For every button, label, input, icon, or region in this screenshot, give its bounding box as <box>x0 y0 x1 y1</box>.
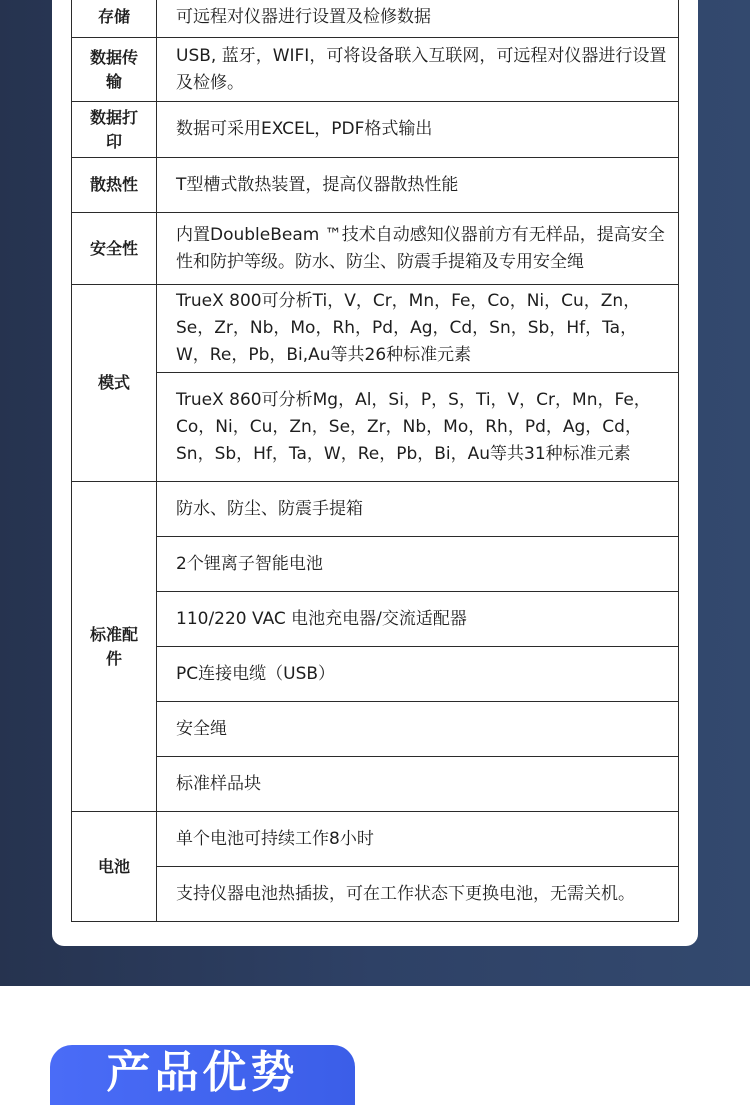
row-label-heat-dissipation: 散热性 <box>72 158 157 213</box>
row-content-accessory: PC连接电缆（USB） <box>157 647 679 702</box>
row-label-storage: 存储 <box>72 0 157 38</box>
table-row <box>72 213 679 285</box>
row-content-accessory: 110/220 VAC 电池充电器/交流适配器 <box>157 592 679 647</box>
row-content-data-print: 数据可采用EXCEL，PDF格式输出 <box>157 102 679 158</box>
table-row <box>72 102 679 158</box>
table-row <box>72 647 679 702</box>
table-row <box>72 373 679 482</box>
table-row <box>72 285 679 373</box>
row-label-mode: 模式 <box>72 285 157 482</box>
row-content-mode-800: TrueX 800可分析Ti，V，Cr，Mn，Fe，Co，Ni，Cu，Zn，Se，Zr，Nb，Mo，Rh，Pd，Ag，Cd，Sn，Sb，Hf，Ta，W，Re，Pb，Bi,Au等共26种标准元素 <box>157 285 679 373</box>
table-row <box>72 757 679 812</box>
table-row <box>72 537 679 592</box>
row-content-accessory: 标准样品块 <box>157 757 679 812</box>
section-title: 产品优势 <box>50 1045 355 1105</box>
row-content-accessory: 2个锂离子智能电池 <box>157 537 679 592</box>
row-content-storage: 可远程对仪器进行设置及检修数据 <box>157 0 679 38</box>
row-content-accessory: 防水、防尘、防震手提箱 <box>157 482 679 537</box>
spec-table <box>71 0 679 922</box>
row-content-data-transfer: USB, 蓝牙，WIFI，可将设备联入互联网，可远程对仪器进行设置及检修。 <box>157 38 679 102</box>
table-row <box>72 482 679 537</box>
table-row <box>72 158 679 213</box>
row-label-safety: 安全性 <box>72 213 157 285</box>
row-content-mode-860: TrueX 860可分析Mg，Al，Si，P，S，Ti，V，Cr，Mn，Fe，Co，Ni，Cu，Zn，Se，Zr，Nb，Mo，Rh，Pd，Ag，Cd，Sn，Sb，Hf，Ta，W，Re，Pb，Bi，Au等共31种标准元素 <box>157 373 679 482</box>
row-content-accessory: 安全绳 <box>157 702 679 757</box>
row-content-safety: 内置DoubleBeam ™技术自动感知仪器前方有无样品，提高安全性和防护等级。防水、防尘、防震手提箱及专用安全绳 <box>157 213 679 285</box>
table-row <box>72 812 679 867</box>
table-row <box>72 867 679 922</box>
table-row <box>72 0 679 38</box>
row-label-battery: 电池 <box>72 812 157 922</box>
row-label-data-print: 数据打印 <box>72 102 157 158</box>
row-content-battery: 支持仪器电池热插拔，可在工作状态下更换电池，无需关机。 <box>157 867 679 922</box>
table-row <box>72 702 679 757</box>
row-content-heat-dissipation: T型槽式散热装置，提高仪器散热性能 <box>157 158 679 213</box>
row-content-battery: 单个电池可持续工作8小时 <box>157 812 679 867</box>
table-row <box>72 592 679 647</box>
table-row <box>72 38 679 102</box>
row-label-accessories: 标准配件 <box>72 482 157 812</box>
row-label-data-transfer: 数据传输 <box>72 38 157 102</box>
